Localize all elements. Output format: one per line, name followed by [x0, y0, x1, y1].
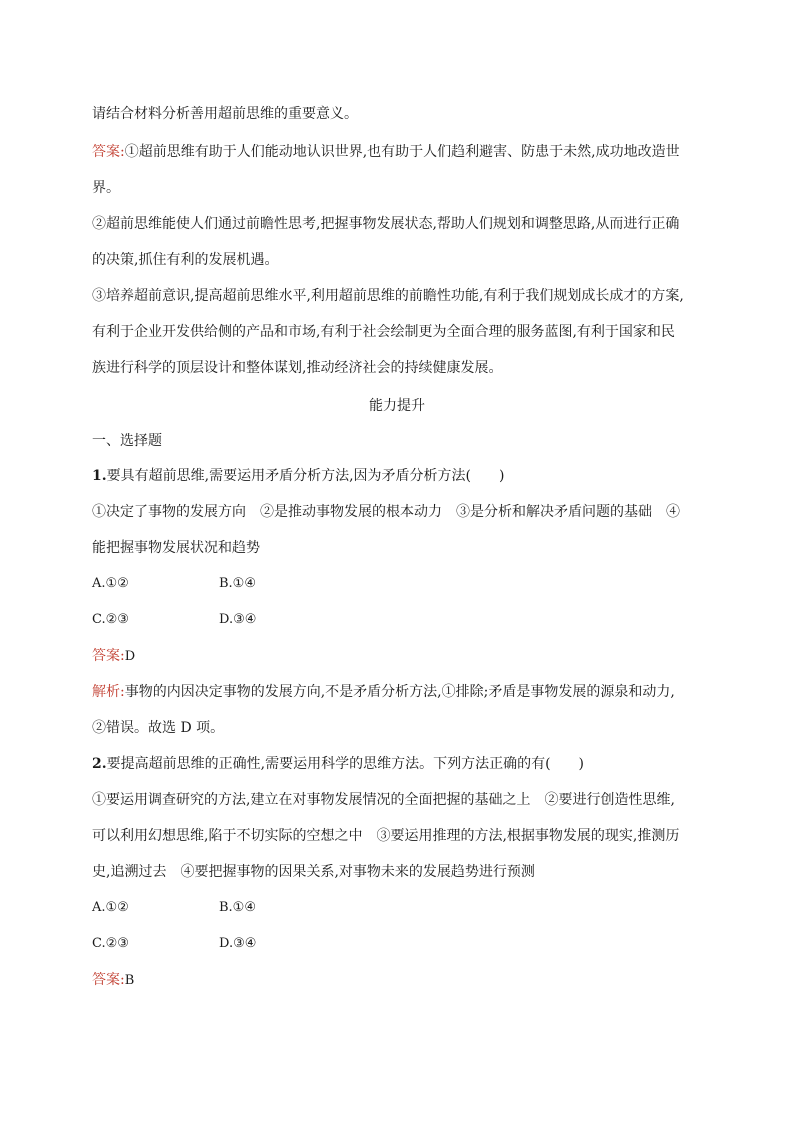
- intro-point-2-line-1: ②超前思维能使人们通过前瞻性思考,把握事物发展状态,帮助人们规划和调整思路,从而进行正确: [92, 216, 680, 232]
- q1-option-a: A.①②: [92, 576, 129, 591]
- q1-items-line-1: ①决定了事物的发展方向 ②是推动事物发展的根本动力 ③是分析和解决矛盾问题的基础 ④: [92, 504, 680, 520]
- q1-option-b: B.①④: [219, 576, 256, 591]
- q2-stem-text: 要提高超前思维的正确性,需要运用科学的思维方法。下列方法正确的有( ): [106, 756, 584, 772]
- q1-option-c: C.②③: [92, 612, 129, 627]
- intro-point-3-line-3: 族进行科学的顶层设计和整体谋划,推动经济社会的持续健康发展。: [92, 360, 503, 376]
- q2-stem: [92, 755, 706, 773]
- q2-option-c: C.②③: [92, 936, 129, 951]
- section-subtitle: 一、选择题: [92, 433, 162, 449]
- q2-answer: [92, 971, 706, 990]
- q2-option-a: A.①②: [92, 900, 129, 915]
- q1-stem-text: 要具有超前思维,需要运用矛盾分析方法,因为矛盾分析方法( ): [106, 468, 505, 484]
- q2-items-line-3: 史,追溯过去 ④要把握事物的因果关系,对事物未来的发展趋势进行预测: [92, 864, 535, 880]
- answer-text: ①超前思维有助于人们能动地认识世界,也有助于人们趋利避害、防患于未然,成功地改造世: [124, 144, 680, 160]
- q2-number: 2.: [92, 756, 107, 772]
- intro-point-3-line-1: ③培养超前意识,提高超前思维水平,利用超前思维的前瞻性功能,有利于我们规划成长成才的方案,: [92, 288, 684, 304]
- q1-answer: [92, 647, 706, 666]
- q1-items-line-2: 能把握事物发展状况和趋势: [92, 540, 260, 556]
- q2-items-line-2: 可以利用幻想思维,陷于不切实际的空想之中 ③要运用推理的方法,根据事物发展的现实,推测历: [92, 828, 680, 844]
- q1-option-d: D.③④: [219, 612, 257, 627]
- q2-answer-label: 答案:: [92, 972, 125, 988]
- q2-option-b: B.①④: [219, 900, 256, 915]
- material-prompt: 请结合材料分析善用超前思维的重要意义。: [92, 106, 358, 122]
- intro-point-3-line-2: 有利于企业开发供给侧的产品和市场,有利于社会绘制更为全面合理的服务蓝图,有利于国家和民: [92, 324, 675, 340]
- q1-number: 1.: [92, 468, 107, 484]
- q2-items-line-1: ①要运用调查研究的方法,建立在对事物发展情况的全面把握的基础之上 ②要进行创造性思维,: [92, 792, 675, 808]
- q1-answer-value: D: [124, 649, 136, 664]
- q1-answer-label: 答案:: [92, 648, 125, 664]
- q1-analysis-label: 解析:: [92, 684, 125, 700]
- q2-option-d: D.③④: [219, 936, 257, 951]
- intro-answer-line-2: 界。: [92, 180, 120, 196]
- answer-label: 答案:: [92, 144, 125, 160]
- q1-analysis-line-1: [92, 683, 706, 701]
- section-title: 能力提升: [369, 398, 425, 414]
- q1-stem: [92, 467, 706, 485]
- intro-point-2-line-2: 的决策,抓住有利的发展机遇。: [92, 252, 279, 268]
- q1-analysis-line-2: ②错误。故选 D 项。: [92, 720, 225, 736]
- intro-answer-line-1: [92, 143, 706, 161]
- q2-answer-value: B: [124, 973, 135, 988]
- q1-analysis-text: 事物的内因决定事物的发展方向,不是矛盾分析方法,①排除;矛盾是事物发展的源泉和动力,: [124, 684, 675, 700]
